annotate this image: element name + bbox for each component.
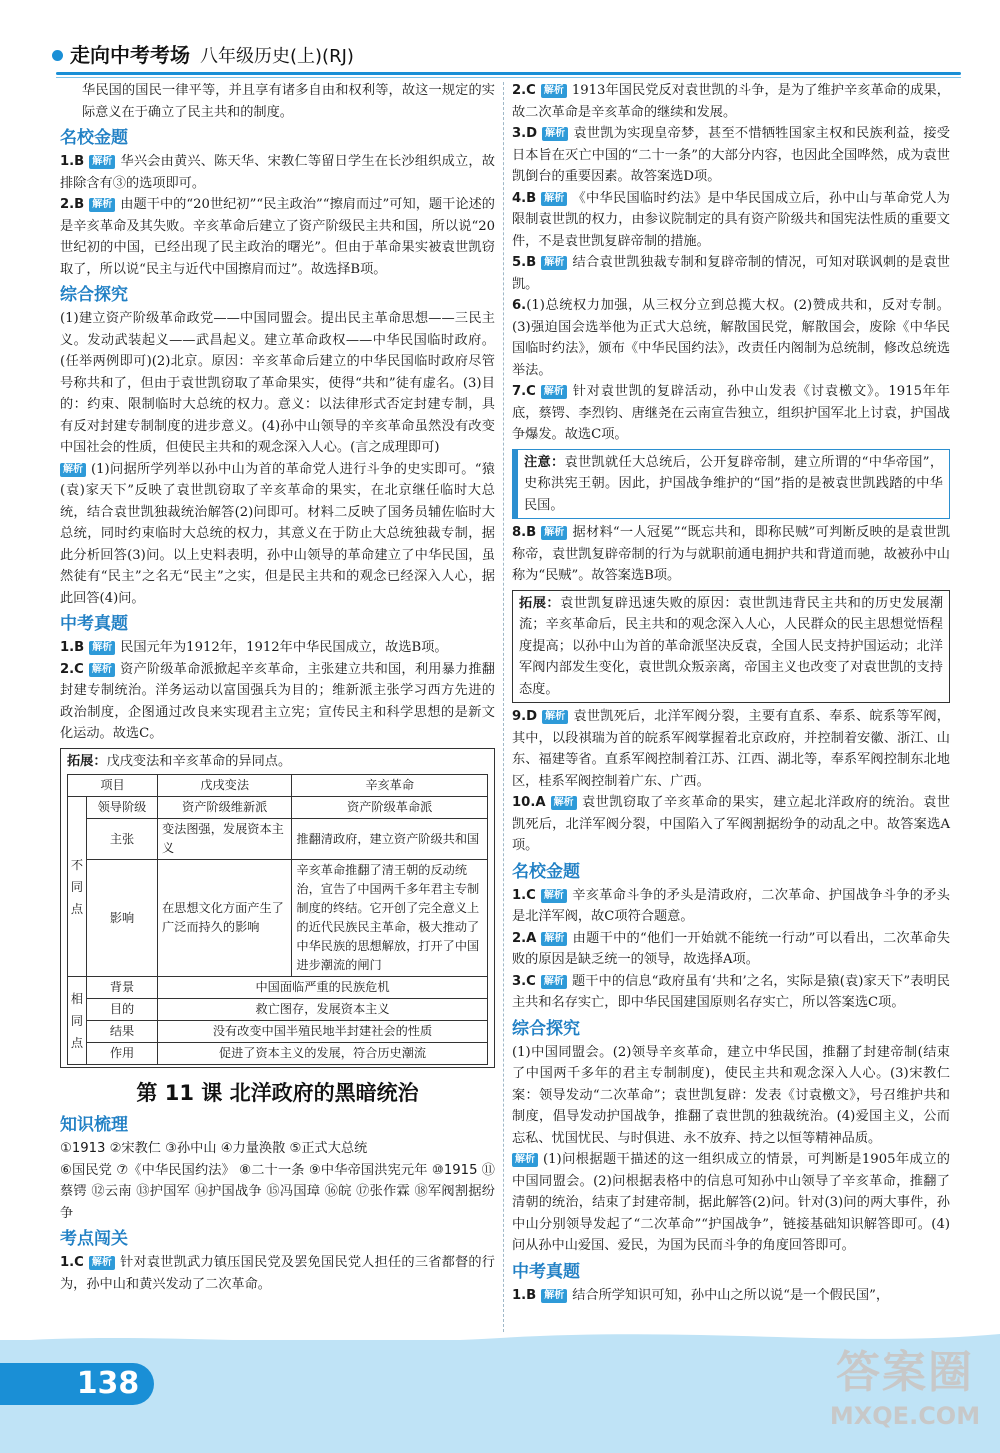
- analysis-tag-icon: 解析: [541, 932, 567, 946]
- right-column: [512, 80, 950, 1306]
- row-label: 结果: [87, 1021, 158, 1043]
- group-label: 不同点: [68, 797, 87, 977]
- header-title: [70, 40, 354, 72]
- table-cell: 推翻清政府，建立资产阶级共和国: [292, 819, 488, 860]
- header-rule-thin: [56, 77, 961, 78]
- table-cell: 救亡图存，发展资本主义: [158, 999, 488, 1021]
- knowledge-line: ⑥国民党 ⑦《中华民国约法》 ⑧二十一条 ⑨中华帝国洪宪元年 ⑩1915 ⑪蔡锷 ⑫云南 ⑬护国军 ⑭护国战争 ⑮冯国璋 ⑯皖 ⑰张作霖 ⑱军阀割据纷争: [60, 1162, 495, 1221]
- row-label: 目的: [87, 999, 158, 1021]
- answer-item: 1.B 解析 结合所学知识可知，孙中山之所以说“是一个假民国”，: [512, 1287, 890, 1303]
- note-text: 袁世凯就任大总统后，公开复辟帝制，建立所谓的“中华帝国”，史称洪宪王朝。因此，护国战争维护的“国”指的是被袁世凯践踏的中华民国。: [524, 454, 944, 513]
- analysis-tag-icon: 解析: [541, 385, 567, 399]
- answer-item: 3.D 解析 袁世凯为实现皇帝梦，甚至不惜牺牲国家主权和民族利益，接受日本旨在灭亡中国的“二十一条”的大部分内容，也因此全国哗然，成为袁世凯倒台的重要因素。故答案选D项。: [512, 126, 950, 184]
- analysis-tag-icon: 解析: [89, 198, 115, 212]
- analysis-paragraph: 解析 (1)问据所学列举以孙中山为首的革命党人进行斗争的史实即可。“猿(袁)家天下”反映了袁世凯窃取了辛亥革命的果实，在北京继任临时大总统，结合袁世凯独裁统治解答(2)问即可。材料二反映了国务员辅佐临时大总统，同时约束临时大总统的权力，其意义在于防止大总统独裁专制，据此分析回答(3)问。以上史料表明，孙中山领导的革命建立了中华民国，虽然徒有“民主”之名无“民主”之实，但是民主共和的观念已经深入人心，据此回答(4)问。: [60, 461, 495, 606]
- series-name: 走向中考考场: [70, 43, 190, 67]
- answer-item: 2.C 解析 资产阶级革命派掀起辛亥革命，主张建立共和国，利用暴力推翻封建专制统治。洋务运动以富国强兵为目的；维新派主张学习西方先进的政治制度，企图通过改良来实现君主立宪；宣传民主和科学思想的是新文化运动。故选C。: [60, 661, 495, 741]
- answer-item: 1.C 解析 辛亥革命斗争的矛头是清政府，二次革命、护国战争斗争的矛头是北洋军阀，故C项符合题意。: [512, 887, 950, 924]
- box-text: 戊戌变法和辛亥革命的异同点。: [106, 753, 292, 769]
- analysis-tag-icon: 解析: [60, 463, 86, 477]
- section-title: 名校金题: [512, 861, 580, 882]
- box-label: 拓展：: [67, 753, 107, 769]
- row-label: 影响: [87, 860, 158, 977]
- analysis-tag-icon: 解析: [542, 127, 568, 141]
- answer-item: 4.B 解析 《中华民国临时约法》是中华民国成立后，孙中山与革命党人为限制袁世凯的权力，由参议院制定的具有资产阶级共和国宪法性质的重要文件，不是袁世凯复辟帝制的措施。: [512, 190, 950, 249]
- column-divider: [503, 82, 504, 1332]
- row-label: 作用: [87, 1043, 158, 1065]
- answer-item: 8.B 解析 据材料“一人冠冕”“既忘共和，即称民贼”可判断反映的是袁世凯称帝，袁世凯复辟帝制的行为与就职前通电拥护共和背道而驰，故被孙中山称为“民贼”。故答案选B项。: [512, 525, 950, 583]
- section-title: 中考真题: [512, 1261, 580, 1282]
- analysis-tag-icon: 解析: [89, 641, 115, 655]
- answer-item: 10.A 解析 袁世凯窃取了辛亥革命的果实，建立起北洋政府的统治。袁世凯死后，北洋军阀分裂，中国陷入了军阀割据纷争的动乱之中。故答案选A项。: [512, 795, 950, 853]
- analysis-tag-icon: 解析: [89, 155, 115, 169]
- knowledge-line: ①1913 ②宋教仁 ③孙中山 ④力量涣散 ⑤正式大总统: [60, 1141, 368, 1156]
- analysis-tag-icon: 解析: [541, 256, 567, 270]
- left-column: [60, 80, 495, 1295]
- answer-item: 3.C 解析 题干中的信息“政府虽有‘共和’之名，实际是猿(袁)家天下”表明民主共和名存实亡，即中华民国建国原则名存实亡，所以答案选C项。: [512, 973, 950, 1010]
- table-cell: 资产阶级革命派: [292, 797, 488, 819]
- answer-item: 1.C 解析 针对袁世凯武力镇压国民党及罢免国民党人担任的三省都督的行为，孙中山和黄兴发动了二次革命。: [60, 1255, 495, 1292]
- table-cell: 辛亥革命推翻了清王朝的反动统治，宣告了中国两千多年君主专制制度的终结。它开创了完全意义上的近代民族民主革命，极大推动了中华民族的思想解放，打开了中国进步潮流的闸门: [292, 860, 488, 977]
- answer-item: 2.A 解析 由题干中的“他们一开始就不能统一行动”可以看出，二次革命失败的原因是缺乏统一的领导，故选择A项。: [512, 930, 950, 967]
- lesson-title: 第 11 课 北洋政府的黑暗统治: [136, 1081, 419, 1105]
- analysis-paragraph: 解析 (1)问根据题干描述的这一组织成立的情景，可判断是1905年成立的中国同盟会。(2)问根据表格中的信息可知孙中山领导了辛亥革命，推翻了清朝的统治，结束了封建帝制，据此解答(2)问。针对(3)问的两大事件，孙中山分别领导发起了“二次革命”“护国战争”，链接基础知识解答即可。(4)问从孙中山爱国、爱民，为国为民而斗争的角度回答即可。: [512, 1152, 950, 1253]
- analysis-tag-icon: 解析: [541, 192, 567, 206]
- answer-paragraph: (1)中国同盟会。(2)领导辛亥革命，建立中华民国，推翻了封建帝制(结束了中国两千多年的君主专制制度)，使民主共和观念深入人心。(3)宋教仁案：领导发动“二次革命”；袁世凯复辟：发表《讨袁檄文》，号召维护共和制度，倡导发动护国战争，推翻了袁世凯的独裁统治。(4)爱国主义，公而忘私、忧国忧民、与时俱进、永不放弃、持之以恒等精神品质。: [512, 1044, 950, 1146]
- answer-item: 1.B 解析 民国元年为1912年，1912年中华民国成立，故选B项。: [60, 640, 448, 655]
- header-dot-icon: [52, 50, 63, 61]
- table-cell: 资产阶级维新派: [158, 797, 292, 819]
- ext-text: 袁世凯复辟迅速失败的原因：袁世凯违背民主共和的历史发展潮流；辛亥革命后，民主共和的观念深入人心，人民群众的民主思想觉悟程度提高；以孙中山为首的革命派坚决反袁，全国人民支持护国运动；北洋军阀内部发生变化，袁世凯众叛亲离，帝国主义也改变了对袁世凯的支持态度。: [519, 595, 944, 697]
- intro-paragraph: 华民国的国民一律平等，并且享有诸多自由和权利等，故这一规定的实际意义在于确立了民主共和的制度。: [82, 83, 495, 120]
- table-cell: 变法图强，发展资本主义: [158, 819, 292, 860]
- row-label: 背景: [87, 977, 158, 999]
- section-title: 综合探究: [60, 285, 128, 305]
- watermark-logo: 答案圈 MXQE.COM: [829, 1347, 981, 1430]
- analysis-tag-icon: 解析: [541, 84, 567, 98]
- analysis-tag-icon: 解析: [551, 796, 577, 810]
- page-number-tab: [0, 1363, 62, 1405]
- header-rule: [56, 72, 961, 75]
- table-cell: 中国面临严重的民族危机: [158, 977, 488, 999]
- row-label: 主张: [87, 819, 158, 860]
- answer-item: 5.B 解析 结合袁世凯独裁专制和复辟帝制的情况，可知对联讽刺的是袁世凯。: [512, 255, 950, 292]
- table-cell: 没有改变中国半殖民地半封建社会的性质: [158, 1021, 488, 1043]
- analysis-tag-icon: 解析: [541, 975, 567, 989]
- section-title: 中考真题: [60, 614, 128, 634]
- analysis-tag-icon: 解析: [541, 889, 567, 903]
- answer-paragraph: (1)建立资产阶级革命政党——中国同盟会。提出民主革命思想——三民主义。发动武装起义——武昌起义。建立革命政权——中华民国临时政府。(任举两例即可)(2)北京。原因：辛亥革命后建立的中华民国临时政府尽管号称共和了，但由于袁世凯窃取了革命果实，使得“共和”徒有虚名。(3)目的：约束、限制临时大总统的权力。意义：以法律形式否定封建专制，具有反对封建专制制度的进步意义。(4)孙中山领导的辛亥革命虽然没有改变中国社会的性质，但使民主共和的观念深入人心。(言之成理即可): [60, 311, 495, 455]
- section-title: 知识梳理: [60, 1115, 128, 1135]
- extension-box: [60, 748, 495, 1069]
- answer-item: 2.B 解析 由题干中的“20世纪初”“民主政治”“擦肩而过”可知，题干论述的是辛亥革命及其失败。辛亥革命后建立了资产阶级民主共和国，所以说“20世纪初的中国，已经出现了民主政治的曙光”。但由于革命果实被袁世凯窃取了，所以说“民主与近代中国擦肩而过”。故选择B项。: [60, 197, 495, 277]
- analysis-tag-icon: 解析: [541, 526, 567, 540]
- answer-item: 2.C 解析 1913年国民党反对袁世凯的斗争，是为了维护辛亥革命的成果，故二次革命是辛亥革命的继续和发展。: [512, 83, 950, 120]
- section-title: 综合探究: [512, 1018, 580, 1039]
- table-cell: 促进了资本主义的发展，符合历史潮流: [158, 1043, 488, 1065]
- analysis-tag-icon: 解析: [542, 710, 568, 724]
- answer-item: 9.D 解析 袁世凯死后，北洋军阀分裂，主要有直系、奉系、皖系等军阀，其中，以段祺瑞为首的皖系军阀掌握着北京政府，并控制着安徽、浙江、山东、福建等省。直系军阀控制着江苏、江西、湖北等，奉系军阀控制东北地区，桂系军阀控制着广东、广西。: [512, 709, 950, 789]
- extension-box: [512, 590, 950, 704]
- table-cell: 在思想文化方面产生了广泛而持久的影响: [158, 860, 292, 977]
- ext-label: 拓展：: [519, 595, 561, 611]
- note-box: [512, 449, 950, 520]
- answer-item: 7.C 解析 针对袁世凯的复辟活动，孙中山发表《讨袁檄文》。1915年年底，蔡锷、李烈钧、唐继尧在云南宣告独立，组织护国军北上讨袁，护国战争爆发。故选C项。: [512, 384, 950, 442]
- section-title: 名校金题: [60, 128, 128, 148]
- section-title: 考点闯关: [60, 1229, 128, 1249]
- analysis-tag-icon: 解析: [89, 1256, 115, 1270]
- analysis-tag-icon: 解析: [512, 1153, 538, 1167]
- subject-name: 八年级历史(上)(RJ): [200, 46, 354, 67]
- comparison-table: [67, 774, 488, 1065]
- row-label: 领导阶级: [87, 797, 158, 819]
- page-header: [0, 0, 1000, 72]
- table-header: 辛亥革命: [292, 775, 488, 797]
- table-header: 戊戌变法: [158, 775, 292, 797]
- note-label: 注意：: [524, 454, 565, 470]
- page-number: 138: [62, 1363, 154, 1405]
- group-label: 相同点: [68, 977, 87, 1065]
- analysis-tag-icon: 解析: [541, 1289, 567, 1303]
- table-header: 项目: [68, 775, 158, 797]
- analysis-tag-icon: 解析: [89, 663, 115, 677]
- answer-item: 1.B 解析 华兴会由黄兴、陈天华、宋教仁等留日学生在长沙组织成立，故排除含有③的选项即可。: [60, 154, 495, 191]
- answer-item: 6.(1)总统权力加强，从三权分立到总揽大权。(2)赞成共和，反对专制。(3)强迫国会选举他为正式大总统，解散国民党，解散国会，废除《中华民国临时约法》，颁布《中华民国约法》，改责任内阁制为总统制，修改总统选举法。: [512, 298, 950, 378]
